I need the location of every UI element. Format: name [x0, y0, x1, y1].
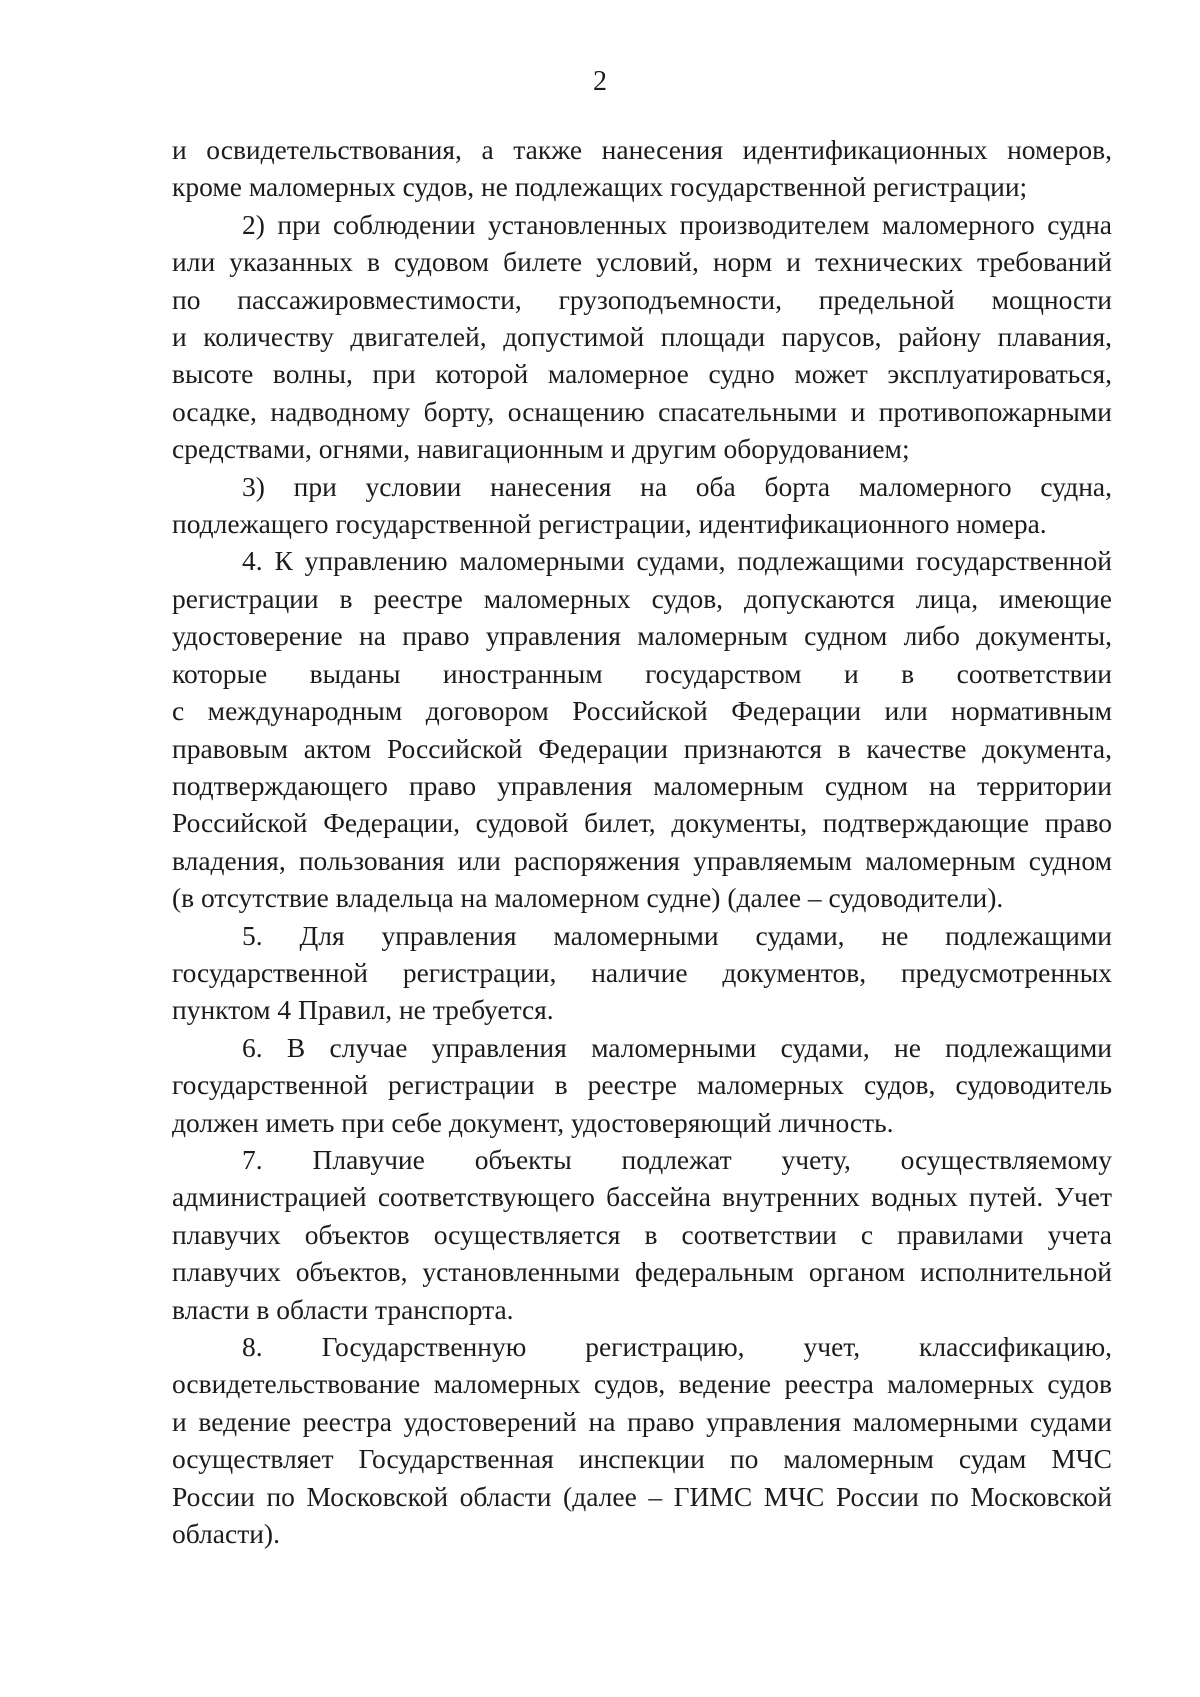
- text-line: и ведение реестра удостоверений на право управления маломерными судами: [172, 1405, 1112, 1437]
- text-line: 4. К управлению маломерными судами, подлежащими государственной: [242, 545, 1112, 577]
- text-line: и освидетельствования, а также нанесения идентификационных номеров,: [172, 134, 1112, 165]
- paragraph-item-3: [172, 468, 1112, 543]
- paragraph-clause-5: [172, 917, 1112, 1029]
- text-line: власти в области транспорта.: [172, 1293, 514, 1325]
- text-line: государственной регистрации в реестре маломерных судов, судоводитель: [172, 1069, 1112, 1101]
- text-line: по пассажировместимости, грузоподъемности, предельной мощности: [172, 283, 1112, 315]
- text-line: высоте волны, при которой маломерное судно может эксплуатироваться,: [172, 358, 1112, 390]
- text-line: администрацией соответствующего бассейна внутренних водных путей. Учет: [172, 1181, 1112, 1213]
- paragraph-continuation: [172, 131, 1112, 206]
- text-line: освидетельствование маломерных судов, ведение реестра маломерных судов: [172, 1368, 1112, 1400]
- text-line: области).: [172, 1518, 280, 1550]
- paragraph-clause-8: [172, 1328, 1112, 1552]
- text-line: регистрации в реестре маломерных судов, допускаются лица, имеющие: [172, 582, 1112, 614]
- text-line: 6. В случае управления маломерными судами, не подлежащими: [242, 1031, 1112, 1063]
- text-line: Российской Федерации, судовой билет, документы, подтверждающие право: [172, 807, 1112, 839]
- text-line: 8. Государственную регистрацию, учет, классификацию,: [242, 1331, 1112, 1362]
- text-line: плавучих объектов осуществляется в соответствии с правилами учета: [172, 1218, 1112, 1250]
- text-line: которые выданы иностранным государством и в соответствии: [172, 657, 1112, 689]
- text-line: с международным договором Российской Федерации или нормативным: [172, 695, 1112, 727]
- text-line: плавучих объектов, установленными федеральным органом исполнительной: [172, 1256, 1112, 1288]
- text-line: удостоверение на право управления маломерным судном либо документы,: [172, 620, 1112, 652]
- text-line: подтверждающего право управления маломерным судном на территории: [172, 769, 1112, 801]
- text-line: 2) при соблюдении установленных производителем маломерного судна: [242, 208, 1112, 240]
- text-line: или указанных в судовом билете условий, норм и технических требований: [172, 246, 1112, 278]
- text-line: России по Московской области (далее – ГИМС МЧС России по Московской: [172, 1480, 1112, 1512]
- text-line: 7. Плавучие объекты подлежат учету, осуществляемому: [242, 1143, 1112, 1175]
- paragraph-item-2: [172, 206, 1112, 468]
- text-line: осуществляет Государственная инспекции по маломерным судам МЧС: [172, 1443, 1112, 1475]
- text-line: правовым актом Российской Федерации признаются в качестве документа,: [172, 732, 1112, 764]
- paragraph-clause-7: [172, 1141, 1112, 1328]
- text-line: средствами, огнями, навигационным и другим оборудованием;: [172, 433, 910, 465]
- text-line: государственной регистрации, наличие документов, предусмотренных: [172, 956, 1112, 988]
- text-line: (в отсутствие владельца на маломерном судне) (далее – судоводители).: [172, 882, 1004, 914]
- text-line: подлежащего государственной регистрации, идентификационного номера.: [172, 508, 1047, 540]
- page-number: 2: [593, 66, 607, 97]
- text-line: владения, пользования или распоряжения управляемым маломерным судном: [172, 844, 1112, 876]
- text-line: должен иметь при себе документ, удостоверяющий личность.: [172, 1106, 894, 1138]
- text-line: и количеству двигателей, допустимой площади парусов, району плавания,: [172, 321, 1112, 353]
- text-line: 5. Для управления маломерными судами, не подлежащими: [242, 919, 1112, 951]
- text-line: осадке, надводному борту, оснащению спасательными и противопожарными: [172, 395, 1112, 427]
- text-line: кроме маломерных судов, не подлежащих государственной регистрации;: [172, 171, 1028, 203]
- text-line: пунктом 4 Правил, не требуется.: [172, 994, 554, 1026]
- document-body: [172, 131, 1112, 1552]
- text-line: 3) при условии нанесения на оба борта маломерного судна,: [242, 470, 1112, 502]
- paragraph-clause-6: [172, 1029, 1112, 1141]
- paragraph-clause-4: [172, 542, 1112, 916]
